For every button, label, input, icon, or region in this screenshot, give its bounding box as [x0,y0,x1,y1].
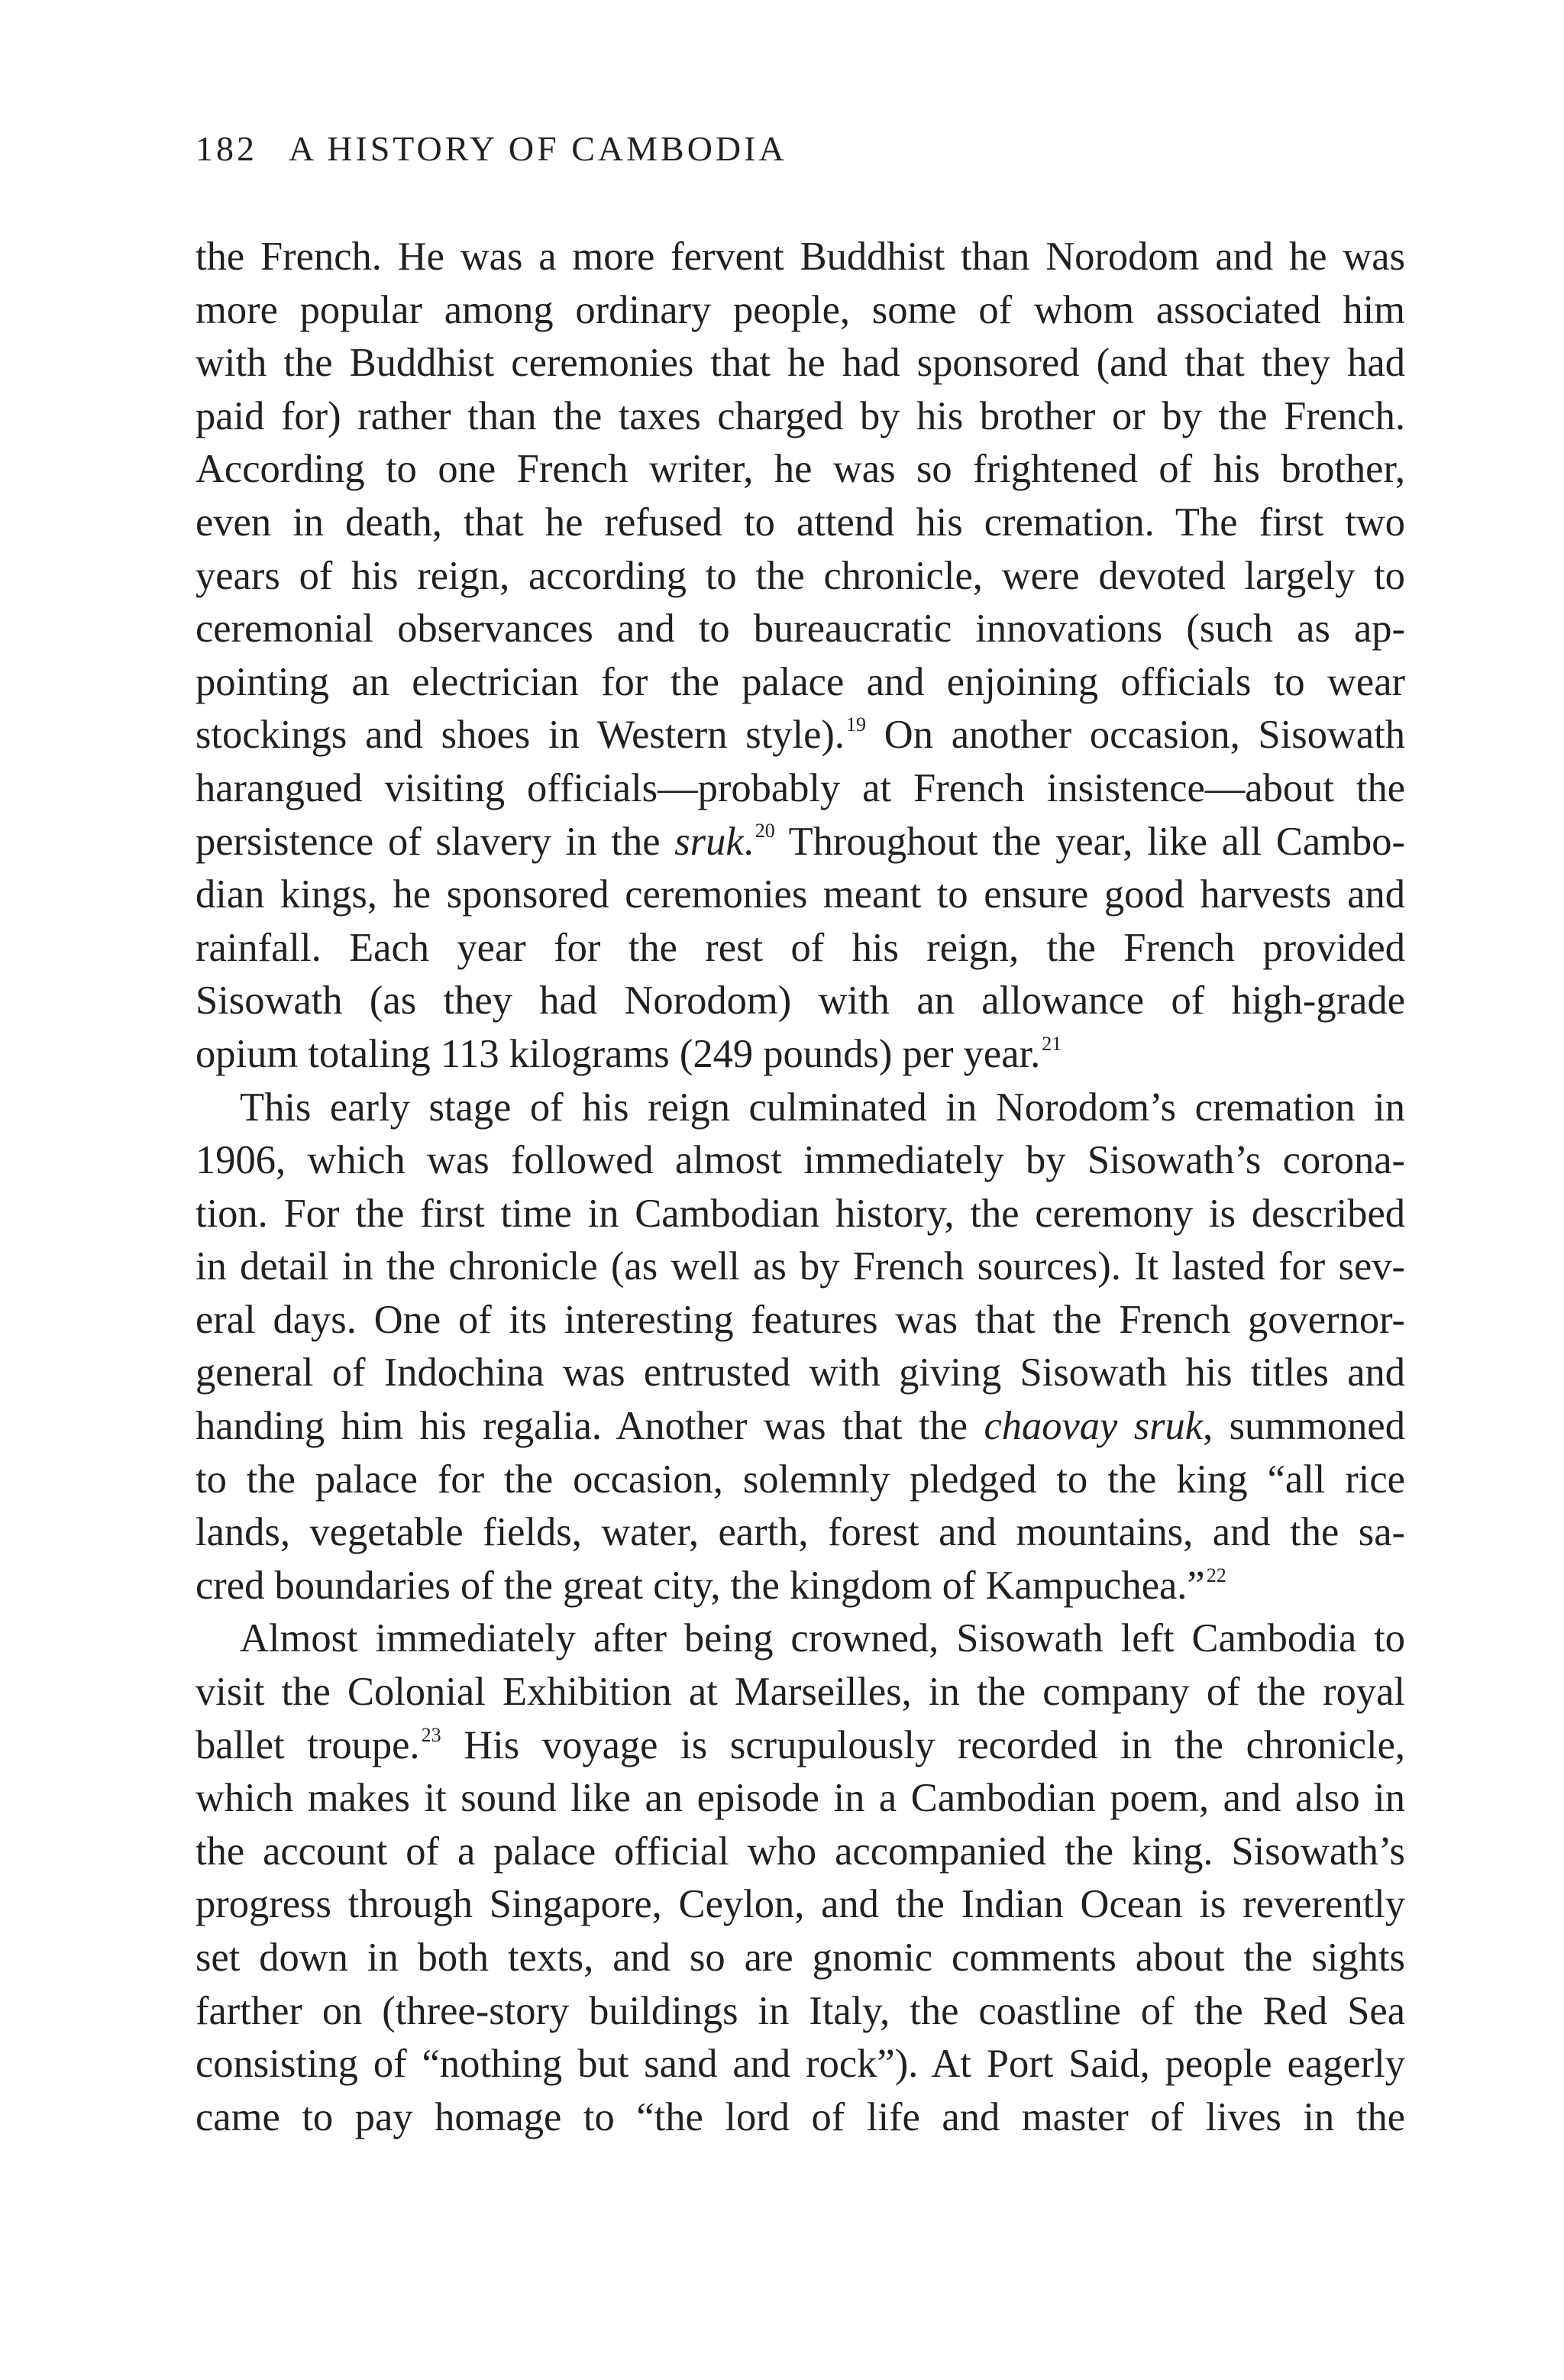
text-line: rainfall. Each year for the rest of his reign, the French provided [196,925,1405,970]
text-line: the French. He was a more fervent Buddhist than Norodom and he was [196,234,1405,279]
text-run: ballet troupe. [196,1722,420,1767]
text-line: pointing an electrician for the palace and enjoining officials to wear [196,659,1405,704]
text-line: the account of a palace official who accompanied the king. Sisowath’s [196,1829,1405,1874]
paragraph-1 [196,231,1405,1082]
footnote-marker-22[interactable]: 22 [1206,1563,1226,1586]
text-run: opium totaling 113 kilograms (249 pounds) per year. [196,1031,1041,1076]
body-text [196,231,1405,2144]
text-line: farther on (three-story buildings in Italy, the coastline of the Red Sea [196,1988,1405,2033]
running-head [196,128,787,170]
text-line: with the Buddhist ceremonies that he had sponsored (and that they had [196,341,1405,386]
paragraph-2 [196,1082,1405,1613]
italic-term-sruk: sruk [674,819,744,864]
text-line: progress through Singapore, Ceylon, and the Indian Ocean is reverently [196,1882,1405,1927]
text-line [196,1560,1405,1613]
text-line [196,1400,1405,1454]
text-line: dian kings, he sponsored ceremonies meant to ensure good harvests and [196,872,1405,917]
text-line: tion. For the first time in Cambodian history, the ceremony is described [196,1191,1405,1236]
text-line [196,816,1405,869]
footnote-marker-20[interactable]: 20 [755,820,775,842]
text-line: This early stage of his reign culminated in Norodom’s cremation in [240,1085,1405,1130]
text-line: in detail in the chronicle (as well as by French sources). It lasted for sev- [196,1244,1405,1289]
text-line: which makes it sound like an episode in a Cambodian poem, and also in [196,1776,1405,1821]
text-run: handing him his regalia. Another was that the [196,1404,984,1449]
text-run: Throughout the year, like all Cambo- [774,819,1405,864]
paragraph-3 [196,1612,1405,2144]
text-line: to the palace for the occasion, solemnly pledged to the king “all rice [196,1457,1405,1502]
text-line: Almost immediately after being crowned, Sisowath left Cambodia to [240,1616,1405,1661]
text-line: lands, vegetable fields, water, earth, forest and mountains, and the sa- [196,1510,1405,1555]
footnote-marker-19[interactable]: 19 [846,713,867,736]
text-line: years of his reign, according to the chronicle, were devoted largely to [196,553,1405,598]
text-run: persistence of slavery in the [196,819,675,864]
text-line [196,1719,1405,1773]
text-line: visit the Colonial Exhibition at Marseilles, in the company of the royal [196,1670,1405,1715]
page-number: 182 [196,129,257,168]
text-line: harangued visiting officials—probably at French insistence—about the [196,765,1405,810]
text-line: consisting of “nothing but sand and rock”). At Port Said, people eagerly [196,2042,1405,2087]
text-line: set down in both texts, and so are gnomic comments about the sights [196,1935,1405,1980]
text-run: , summoned [1203,1404,1405,1449]
italic-term-chaovay-sruk: chaovay sruk [984,1404,1204,1449]
book-title: A HISTORY OF CAMBODIA [288,129,787,168]
text-run: On another occasion, Sisowath [866,713,1406,758]
text-line: According to one French writer, he was so frightened of his brother, [196,447,1405,492]
text-line: more popular among ordinary people, some of whom associated him [196,287,1405,332]
text-line: even in death, that he refused to attend his cremation. The first two [196,500,1405,545]
footnote-marker-23[interactable]: 23 [421,1723,441,1746]
text-line: 1906, which was followed almost immediately by Sisowath’s corona- [196,1138,1405,1183]
text-run: cred boundaries of the great city, the kingdom of Kampuchea.” [196,1563,1205,1608]
text-line: came to pay homage to “the lord of life and master of lives in the [196,2094,1405,2139]
text-line [196,709,1405,762]
text-line [196,1028,1405,1082]
text-line: eral days. One of its interesting features was that the French governor- [196,1297,1405,1342]
text-line: general of Indochina was entrusted with giving Sisowath his titles and [196,1350,1405,1395]
text-run: . [743,819,754,864]
text-line: ceremonial observances and to bureaucratic innovations (such as ap- [196,606,1405,652]
text-line: Sisowath (as they had Norodom) with an allowance of high-grade [196,978,1405,1023]
text-line: paid for) rather than the taxes charged by his brother or by the French. [196,393,1405,438]
text-run: His voyage is scrupulously recorded in the chronicle, [441,1722,1406,1767]
footnote-marker-21[interactable]: 21 [1042,1032,1062,1055]
text-run: stockings and shoes in Western style). [196,713,845,758]
